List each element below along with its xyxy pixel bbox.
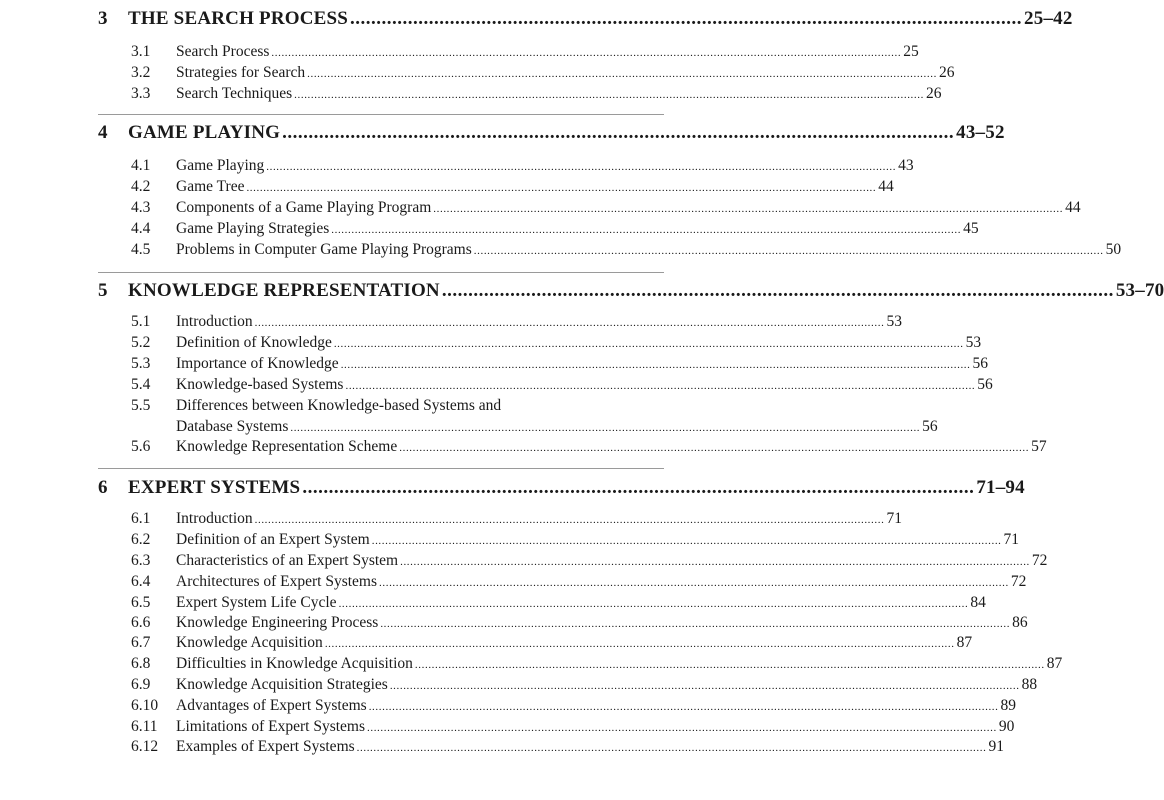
section-number: 6.7 [131,634,151,651]
leader-dots: ................................................................................................................................ [350,8,1023,29]
leader-dots: ............................................................................................................................................................................................ [400,556,1030,568]
section-number: 6.5 [131,594,151,611]
leader-dots: ............................................................................................................................................................................................ [379,577,1009,589]
section-number: 5.1 [131,313,151,330]
section-page: 84 [970,594,986,611]
leader-dots: ................................................................................................................................ [302,477,975,498]
leader-dots: ............................................................................................................................................................................................ [389,680,1020,692]
divider [98,272,664,273]
toc-entry-5-5[interactable] [131,418,938,439]
section-title: Difficulties in Knowledge Acquisition [176,655,413,672]
leader-dots: ............................................................................................................................................................................................ [356,742,987,754]
chapter-page-range: 43–52 [956,122,1005,143]
toc-entry-6-12[interactable] [131,738,1004,759]
section-number: 6.1 [131,510,151,527]
section-number: 4.5 [131,241,151,258]
section-title: Knowledge Representation Scheme [176,438,398,455]
section-number: 4.4 [131,220,151,237]
section-number: 4.1 [131,157,151,174]
section-page: 57 [1031,438,1047,455]
leader-dots: ............................................................................................................................................................................................ [254,514,885,526]
toc-entry-6-10[interactable] [131,697,1017,718]
section-title: Expert System Life Cycle [176,594,337,611]
chapter-heading-4[interactable] [98,122,1005,150]
toc-entry-4-3[interactable] [131,199,1081,220]
toc-entry-6-1[interactable] [131,510,902,531]
section-page: 90 [998,718,1015,735]
section-title: Importance of Knowledge [176,355,339,372]
toc-entry-6-11[interactable] [131,718,1015,739]
chapter-heading-6[interactable] [98,477,1025,505]
toc-entry-5-4[interactable] [131,376,993,397]
section-title: Limitations of Expert Systems [176,718,365,735]
section-page: 72 [1010,573,1027,590]
toc-entry-3-1[interactable] [131,43,919,64]
leader-dots: ............................................................................................................................................................................................ [367,722,997,734]
section-page: 44 [1065,199,1081,216]
divider [98,468,664,469]
section-page: 25 [903,43,919,60]
section-page: 56 [922,418,938,435]
section-title: Introduction [176,313,253,330]
chapter-number: 6 [98,477,108,498]
toc-entry-4-1[interactable] [131,157,914,178]
section-number: 6.6 [131,614,151,631]
leader-dots: ............................................................................................................................................................................................ [333,338,964,350]
chapter-title: KNOWLEDGE REPRESENTATION [128,280,440,301]
section-title-line1: Differences between Knowledge-based Systems and [176,397,502,414]
section-title: Introduction [176,510,253,527]
section-title: Definition of an Expert System [176,531,370,548]
section-page: 72 [1031,552,1048,569]
section-page: 91 [988,738,1004,755]
leader-dots: ............................................................................................................................................................................................ [294,89,924,101]
chapter-page-range: 53–70 [1115,280,1164,301]
section-title: Examples of Expert Systems [176,738,355,755]
chapter-number: 4 [98,122,108,143]
divider [98,114,664,115]
section-title: Advantages of Expert Systems [176,697,367,714]
leader-dots: ............................................................................................................................................................................................ [414,659,1045,671]
toc-entry-6-7[interactable] [131,634,973,655]
toc-entry-5-1[interactable] [131,313,902,334]
section-number: 6.12 [131,738,159,755]
leader-dots: ............................................................................................................................................................................................ [290,422,921,434]
section-title: Search Process [176,43,270,60]
section-number: 6.9 [131,676,151,693]
toc-entry-5-5-line1[interactable] [131,397,664,418]
toc-entry-6-4[interactable] [131,573,1027,594]
section-number: 3.3 [131,85,151,102]
toc-entry-5-6[interactable] [131,438,1047,459]
toc-entry-5-3[interactable] [131,355,989,376]
leader-dots: ............................................................................................................................................................................................ [433,203,1064,215]
section-page: 44 [878,178,894,195]
chapter-title: THE SEARCH PROCESS [128,8,349,29]
leader-dots: ............................................................................................................................................................................................ [307,68,937,80]
section-title: Characteristics of an Expert System [176,552,399,569]
section-title: Architectures of Expert Systems [176,573,378,590]
toc-entry-6-6[interactable] [131,614,1028,635]
chapter-page-range: 25–42 [1024,8,1073,29]
toc-entry-4-4[interactable] [131,220,979,241]
section-title: Strategies for Search [176,64,306,81]
section-number: 6.2 [131,531,151,548]
section-page: 87 [956,634,973,651]
toc-entry-5-2[interactable] [131,334,982,355]
leader-dots: ................................................................................................................................ [282,122,955,143]
section-page: 88 [1021,676,1038,693]
chapter-title: EXPERT SYSTEMS [128,477,301,498]
section-page: 56 [977,376,993,393]
leader-dots: ............................................................................................................................................................................................ [380,618,1011,630]
section-number: 3.2 [131,64,151,81]
section-page: 53 [886,313,902,330]
chapter-heading-3[interactable] [98,8,1073,36]
leader-dots: ............................................................................................................................................................................................ [473,245,1104,257]
section-title: Database Systems [176,418,289,435]
toc-entry-6-8[interactable] [131,655,1063,676]
chapter-number: 5 [98,280,108,301]
leader-dots: ............................................................................................................................................................................................ [340,359,971,371]
section-page: 86 [1012,614,1028,631]
section-title: Knowledge-based Systems [176,376,344,393]
chapter-number: 3 [98,8,108,29]
toc-entry-6-5[interactable] [131,594,986,615]
section-page: 89 [1000,697,1017,714]
section-number: 4.2 [131,178,151,195]
leader-dots: ............................................................................................................................................................................................ [246,182,877,194]
section-page: 50 [1105,241,1122,258]
leader-dots: ............................................................................................................................................................................................ [345,380,976,392]
section-page: 71 [886,510,902,527]
toc-entry-3-3[interactable] [131,85,942,106]
section-title: Game Playing Strategies [176,220,330,237]
section-number: 3.1 [131,43,151,60]
toc-entry-6-2[interactable] [131,531,1020,552]
toc-entry-6-9[interactable] [131,676,1038,697]
section-page: 26 [925,85,942,102]
section-title: Components of a Game Playing Program [176,199,432,216]
leader-dots: ............................................................................................................................................................................................ [331,224,962,236]
section-number: 5.4 [131,376,151,393]
section-number: 5.6 [131,438,151,455]
section-number: 6.11 [131,718,158,735]
chapter-page-range: 71–94 [976,477,1025,498]
chapter-title: GAME PLAYING [128,122,281,143]
section-title: Game Tree [176,178,245,195]
leader-dots: ............................................................................................................................................................................................ [254,317,885,329]
leader-dots: ............................................................................................................................................................................................ [324,638,955,650]
leader-dots: ............................................................................................................................................................................................ [371,535,1002,547]
leader-dots: ............................................................................................................................................................................................ [368,701,999,713]
section-page: 71 [1003,531,1020,548]
section-title: Game Playing [176,157,265,174]
leader-dots: ............................................................................................................................................................................................ [399,442,1030,454]
section-title: Search Techniques [176,85,293,102]
section-number: 4.3 [131,199,151,216]
toc-entry-6-3[interactable] [131,552,1048,573]
section-number: 5.2 [131,334,151,351]
section-title: Knowledge Acquisition Strategies [176,676,388,693]
section-number: 6.10 [131,697,159,714]
section-title: Definition of Knowledge [176,334,332,351]
section-title: Knowledge Engineering Process [176,614,379,631]
toc-entry-3-2[interactable] [131,64,955,85]
chapter-heading-5[interactable] [98,280,1164,308]
section-page: 45 [963,220,979,237]
section-number: 5.5 [131,397,151,414]
section-page: 53 [965,334,982,351]
leader-dots: ............................................................................................................................................................................................ [266,161,897,173]
toc-entry-4-5[interactable] [131,241,1122,262]
toc-entry-4-2[interactable] [131,178,894,199]
section-page: 43 [898,157,914,174]
leader-dots: ............................................................................................................................................................................................ [338,598,969,610]
section-page: 26 [938,64,955,81]
section-number: 6.4 [131,573,151,590]
section-page: 87 [1046,655,1063,672]
section-title: Knowledge Acquisition [176,634,323,651]
section-title: Problems in Computer Game Playing Programs [176,241,472,258]
section-page: 56 [972,355,989,372]
leader-dots: ............................................................................................................................................................................................ [271,47,902,59]
section-number: 5.3 [131,355,151,372]
section-number: 6.8 [131,655,151,672]
leader-dots: ................................................................................................................................ [441,280,1114,301]
section-number: 6.3 [131,552,151,569]
